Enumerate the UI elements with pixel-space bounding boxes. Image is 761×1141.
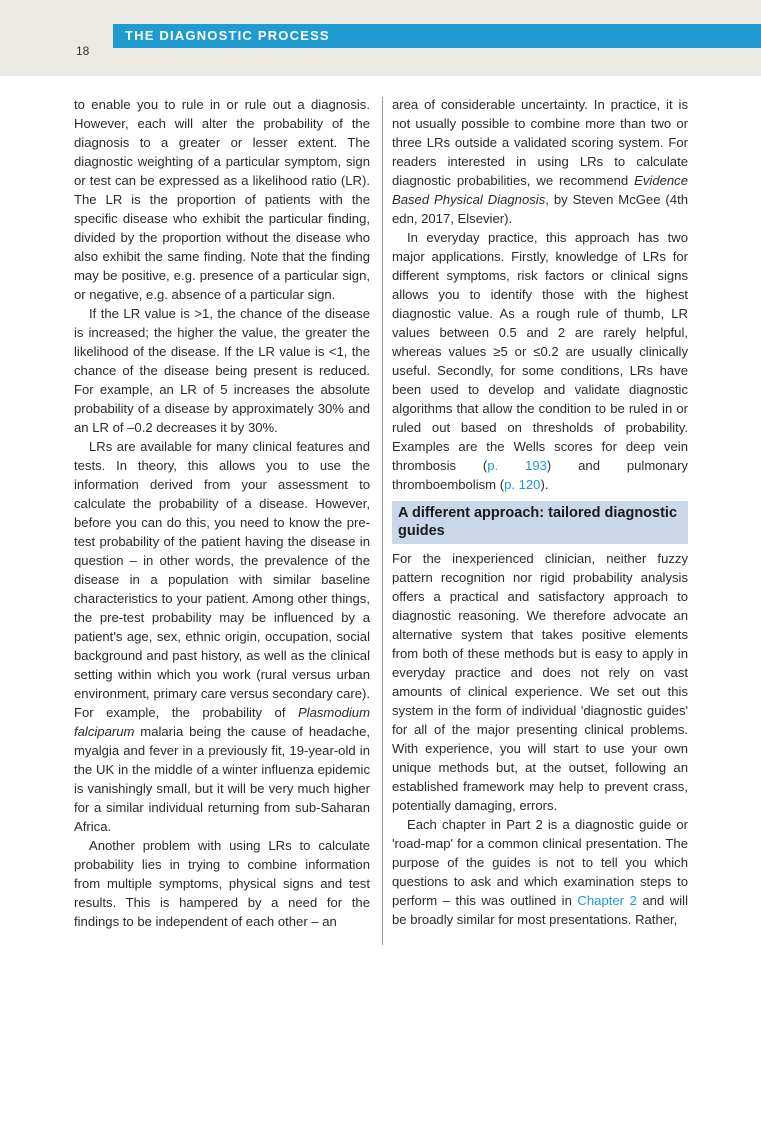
paragraph-text: LRs are available for many clinical features and tests. In theory, this allows you to use the information derived from your assessment to calculate the probability of a disease. However, before you can do this, you need to know the pre-test probability of the patient having the disease in question – in other words, the prevalence of the disease in a population with similar baseline characteristics to your patient. Among other things, the pre-test probability may be influenced by a patient's age, sex, ethnic origin, occupation, social background and past history, as well as the clinical setting within which you work (rural versus urban environment, primary care versus secondary care). For example, the probability of [74, 439, 370, 720]
paragraph-text: In everyday practice, this approach has two major applications. Firstly, knowledge of LRs for different symptoms, risk factors or clinical signs allows you to identify those with the highest diagnostic value. As a rough rule of thumb, LR values between 0.5 and 2 are rarely helpful, whereas values ≥5 or ≤0.2 are usually clinically useful. Secondly, for some conditions, LRs have been used to develop and validate diagnostic algorithms that allow the condition to be ruled in or ruled out based on thresholds of probability. Examples are the Wells scores for deep vein thrombosis ( [392, 230, 688, 473]
running-header-title: THE DIAGNOSTIC PROCESS [125, 28, 330, 43]
page-number: 18 [76, 44, 90, 58]
column-divider [382, 97, 383, 945]
paragraph: to enable you to rule in or rule out a diagnosis. However, each will alter the probability of the diagnosis to a greater or lesser extent. The diagnostic weighting of a particular symptom, sign or test can be expressed as a likelihood ratio (LR). The LR is the proportion of patients with the specific disease who exhibit the particular finding, divided by the proportion without the disease who also exhibit the same finding. Note that the finding may be positive, e.g. presence of a particular sign, or negative, e.g. absence of a particular sign. [74, 97, 370, 302]
paragraph [392, 228, 688, 494]
left-column [74, 95, 370, 931]
paragraph: If the LR value is >1, the chance of the disease is increased; the higher the value, the greater the likelihood of the disease. If the LR value is <1, the chance of the disease being present is reduced. For example, an LR of 5 increases the absolute probability of a disease by approximately 30% and an LR of –0.2 decreases it by 30%. [74, 306, 370, 435]
paragraph: Another problem with using LRs to calculate probability lies in trying to combine information from multiple symptoms, physical signs and test results. This is hampered by a need for the findings to be independent of each other – an [74, 838, 370, 929]
paragraph-text: area of considerable uncertainty. In practice, it is not usually possible to combine more than two or three LRs outside a validated scoring system. For readers interested in using LRs to calculate diagnostic probabilities, we recommend [392, 97, 688, 188]
italic-term: Plasmodium falciparum [74, 705, 370, 739]
paragraph-text: , by Steven McGee (4th edn, 2017, Elsevier). [392, 192, 688, 226]
book-title: Evidence Based Physical Diagnosis [392, 173, 688, 207]
paragraph [392, 815, 688, 929]
paragraph-text: and will be broadly similar for most presentations. Rather, [392, 893, 688, 927]
paragraph-text: ) and pulmonary thromboembolism ( [392, 458, 688, 492]
page-link[interactable]: p. 193 [487, 458, 547, 473]
paragraph-text: ). [540, 477, 549, 492]
header-bar [113, 24, 761, 48]
paragraph [392, 95, 688, 228]
paragraph-text: malaria being the cause of headache, myalgia and fever in a previously fit, 19-year-old in the UK in the middle of a winter influenza epidemic is vanishingly small, but it will be very much higher for a similar individual returning from sub-Saharan Africa. [74, 724, 370, 834]
paragraph-text: Each chapter in Part 2 is a diagnostic guide or 'road-map' for a common clinical presentation. The purpose of the guides is not to tell you which questions to ask and which examination steps to perform – this was outlined in [392, 817, 688, 908]
page-link[interactable]: p. 120 [504, 477, 541, 492]
paragraph: For the inexperienced clinician, neither fuzzy pattern recognition nor rigid probability analysis offers a practical and satisfactory approach to diagnostic reasoning. We therefore advocate an alternative system that takes positive elements from both of these methods but is easy to apply in everyday practice and does not rely on vast amounts of clinical experience. We set out this system in the form of individual 'diagnostic guides' for all of the major presenting clinical problems. With experience, you will start to use your own unique methods but, at the outset, following an established framework may help to prevent crass, potentially damaging, errors. [392, 551, 688, 813]
paragraph [74, 437, 370, 836]
right-column [392, 95, 688, 929]
chapter-link[interactable]: Chapter 2 [577, 893, 637, 908]
section-heading: A different approach: tailored diagnostic guides [392, 501, 688, 544]
